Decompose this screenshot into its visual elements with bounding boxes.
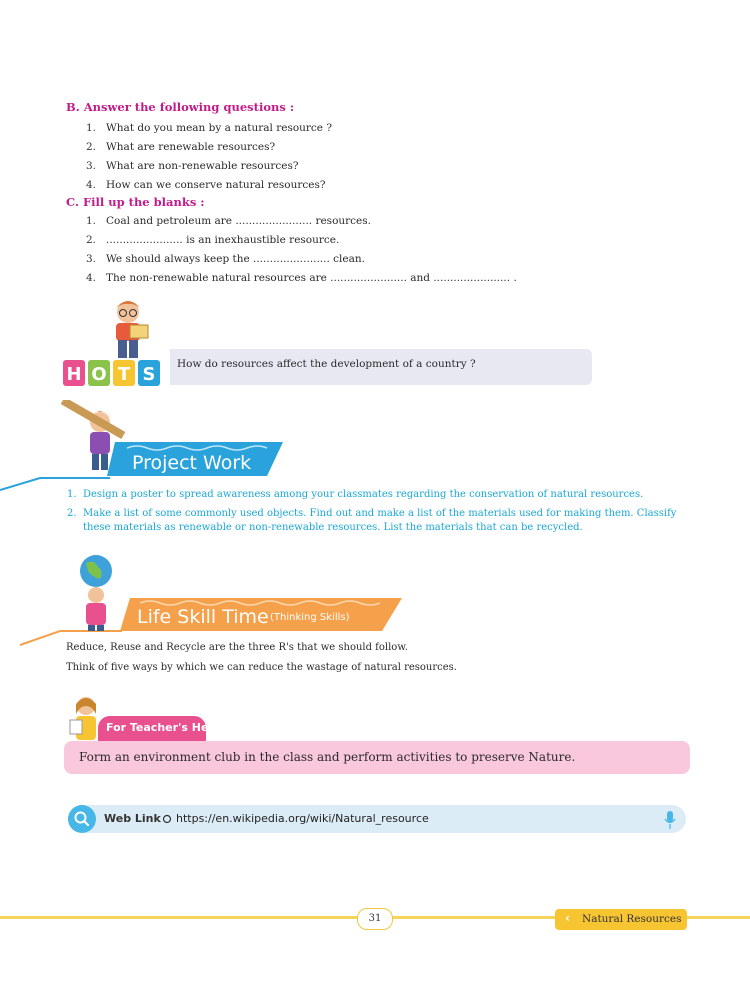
web-link-url[interactable]: https://en.wikipedia.org/wiki/Natural_resource <box>176 812 429 825</box>
list-item: 2. What are renewable resources? <box>86 141 276 153</box>
section-c-list <box>86 212 517 288</box>
life-skill-title: Life Skill Time <box>137 606 269 628</box>
globe-girl-illustration <box>0 553 130 648</box>
list-item: 1. What do you mean by a natural resource ? <box>86 122 332 134</box>
list-item: 3. What are non-renewable resources? <box>86 160 299 172</box>
section-b-title: B. Answer the following questions : <box>66 100 295 114</box>
life-skill-subtitle: (Thinking Skills) <box>270 612 350 623</box>
life-skill-line-2: Think of five ways by which we can reduce the wastage of natural resources. <box>66 662 457 673</box>
search-icon-circle <box>68 805 96 833</box>
project-work-list <box>67 488 707 540</box>
list-item: 4. The non-renewable natural resources are ....................... and ....................... . <box>86 272 517 284</box>
bullet-circle-icon <box>162 814 172 824</box>
hots-letter: S <box>142 364 156 385</box>
hots-question: How do resources affect the development of a country ? <box>177 358 476 370</box>
list-item: 1. Coal and petroleum are ....................... resources. <box>86 215 371 227</box>
life-skill-line-1: Reduce, Reuse and Recycle are the three R's that we should follow. <box>66 642 408 653</box>
list-item: 1. Design a poster to spread awareness among your classmates regarding the conservation of natural resources. <box>67 489 644 500</box>
search-icon <box>68 805 96 833</box>
hots-logo <box>63 358 161 388</box>
reading-boy-illustration <box>100 298 160 360</box>
web-link-label: Web Link <box>104 812 161 825</box>
list-item: 2. Make a list of some commonly used objects. Find out and make a list of the materials used for making them. Classify these materials as renewable or non-renewable resources. List the materials that can be recycled. <box>67 508 677 533</box>
section-b-list <box>86 119 332 195</box>
hots-letter: O <box>91 364 107 385</box>
list-item: 4. How can we conserve natural resources? <box>86 179 326 191</box>
hots-letter: T <box>117 364 131 385</box>
section-c-title: C. Fill up the blanks : <box>66 195 205 209</box>
chapter-title: Natural Resources <box>582 913 682 925</box>
chevron-left-icon: ‹ <box>565 911 570 925</box>
page-number: 31 <box>357 908 393 930</box>
hots-letter: H <box>66 364 82 385</box>
microphone-icon[interactable] <box>664 810 676 830</box>
teachers-help-text: Form an environment club in the class and perform activities to preserve Nature. <box>79 750 576 764</box>
list-item: 2. ....................... is an inexhaustible resource. <box>86 234 340 246</box>
list-item: 3. We should always keep the ....................... clean. <box>86 253 365 265</box>
project-work-title: Project Work <box>132 452 252 474</box>
teachers-help-label: For Teacher's Help <box>106 721 221 734</box>
